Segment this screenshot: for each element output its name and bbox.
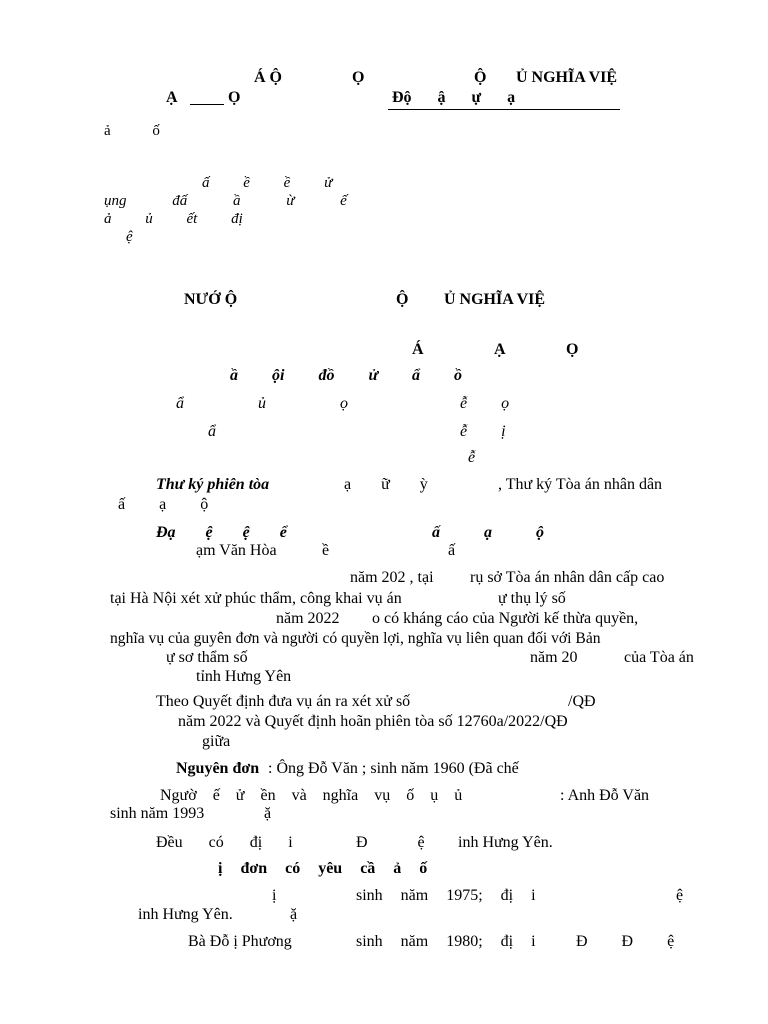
clerk-text-a: ạ ữ ỳ (344, 476, 428, 493)
p1-line5-a: ự sơ thẩm số (166, 649, 248, 666)
defendant-heading: ị đơn có yêu cầ ả ố (218, 860, 428, 877)
defendant1-c: ệ (676, 887, 684, 904)
judge-b-name: ễ ị (460, 423, 506, 440)
p1-line4: nghĩa vụ của guyên đơn và người có quyền lợi, nghĩa vụ liên quan đối với Bản (110, 630, 601, 647)
header-left-underline (190, 104, 224, 105)
summary-line-4: ệ (126, 229, 133, 245)
judge-b-label: ẩ (208, 423, 216, 440)
defendant1-line2: inh Hưng Yên. (138, 906, 233, 923)
p1-line5-b: năm 20 (530, 649, 578, 666)
prosecutor-name: ạm Văn Hòa (196, 542, 277, 559)
p1-line6: tỉnh Hưng Yên (196, 668, 292, 685)
heirs-line1-b: : Anh Đỗ Văn (560, 787, 650, 804)
judge-a-name: ễ ọ (460, 395, 510, 412)
defendant2-b: sinh năm 1980; đị i (356, 933, 536, 950)
prosecutor-l2-b: ề (322, 542, 330, 559)
header-right-title-a: Ộ (474, 69, 487, 86)
p1-line2-b: ự thụ lý số (498, 590, 566, 607)
heirs-line1-a: Ngườ ế ử ền và nghĩa vụ ố ụ ủ (160, 787, 463, 804)
p1-line3-b: o có kháng cáo của Người kế thừa quyền, (372, 610, 639, 627)
header-right-title-b: Ủ NGHĨA VIỆ (516, 69, 618, 86)
address-a: Đều có đị i (156, 834, 293, 851)
address-c: inh Hưng Yên. (458, 834, 553, 851)
heirs-line2-b: ặ (264, 805, 272, 822)
heirs-line2: sinh năm 1993 (110, 805, 205, 822)
summary-line-2: ụng đấ ầ ừ ế (104, 193, 347, 209)
panel-heading: ầ ội đồ ử ẩ ồ (230, 367, 463, 384)
p2-line3: giữa (202, 733, 231, 750)
judge-c-name: ễ (468, 449, 476, 466)
defendant1-b: sinh năm 1975; đị i (356, 887, 536, 904)
p1-line5-c: của Tòa án (624, 649, 694, 666)
header-left-sub: Ạ (166, 89, 178, 106)
p1-line3-a: năm 2022 (276, 610, 340, 627)
summary-line-3: ả ủ ết đị (104, 211, 243, 227)
clerk-text-b: , Thư ký Tòa án nhân dân (498, 476, 663, 493)
motto-underline (388, 109, 620, 110)
case-number: ả ố (104, 123, 160, 139)
p1-line1-b: rụ sở Tòa án nhân dân cấp cao (470, 569, 665, 586)
clerk-text-c: ấ ạ ộ (118, 496, 209, 513)
header-mid-o: Ọ (352, 69, 365, 86)
p2-line1-a: Theo Quyết định đưa vụ án ra xét xử số (156, 693, 411, 710)
judge-a-label: ẩ ủ ọ (176, 395, 348, 412)
p2-line1-b: /QĐ (568, 693, 596, 710)
prosecutor-tail: ấ ạ ộ (432, 524, 544, 541)
defendant1-a: ị (272, 887, 277, 904)
nation-title-left: NƯỚ Ộ (184, 291, 238, 308)
header-left-sub-2: Ọ (228, 89, 241, 106)
summary-line-1: ấ ề ề ử (202, 175, 333, 191)
defendant2-c: Đ Đ ệ (576, 933, 675, 950)
nation-title-mid: Ộ (396, 291, 409, 308)
prosecutor-label: Đạ ệ ệ ể (156, 524, 287, 541)
p1-line1-a: năm 202 , tại (350, 569, 434, 586)
court-title-left: Á (412, 341, 424, 358)
address-b: Đ ệ (356, 834, 425, 851)
plaintiff-label: Nguyên đơn (176, 760, 260, 777)
p1-line2-a: tại Hà Nội xét xử phúc thẩm, công khai vụ án (110, 590, 402, 607)
header-left-title: Á Ộ (254, 69, 282, 86)
nation-title-right: Ủ NGHĨA VIỆ (444, 291, 546, 308)
header-motto: Độ ậ ự ạ (392, 89, 516, 106)
defendant2-a: Bà Đỗ ị Phương (188, 933, 292, 950)
court-title-right: Ọ (566, 341, 579, 358)
p2-line2: năm 2022 và Quyết định hoãn phiên tòa số 12760a/2022/QĐ (178, 713, 568, 730)
defendant1-line2-b: ặ (290, 906, 298, 923)
court-title-mid: Ạ (494, 341, 506, 358)
clerk-label: Thư ký phiên tòa (156, 476, 270, 493)
plaintiff-text: : Ông Đỗ Văn ; sinh năm 1960 (Đã chế (268, 760, 519, 777)
prosecutor-l2-c: ấ (448, 542, 456, 559)
